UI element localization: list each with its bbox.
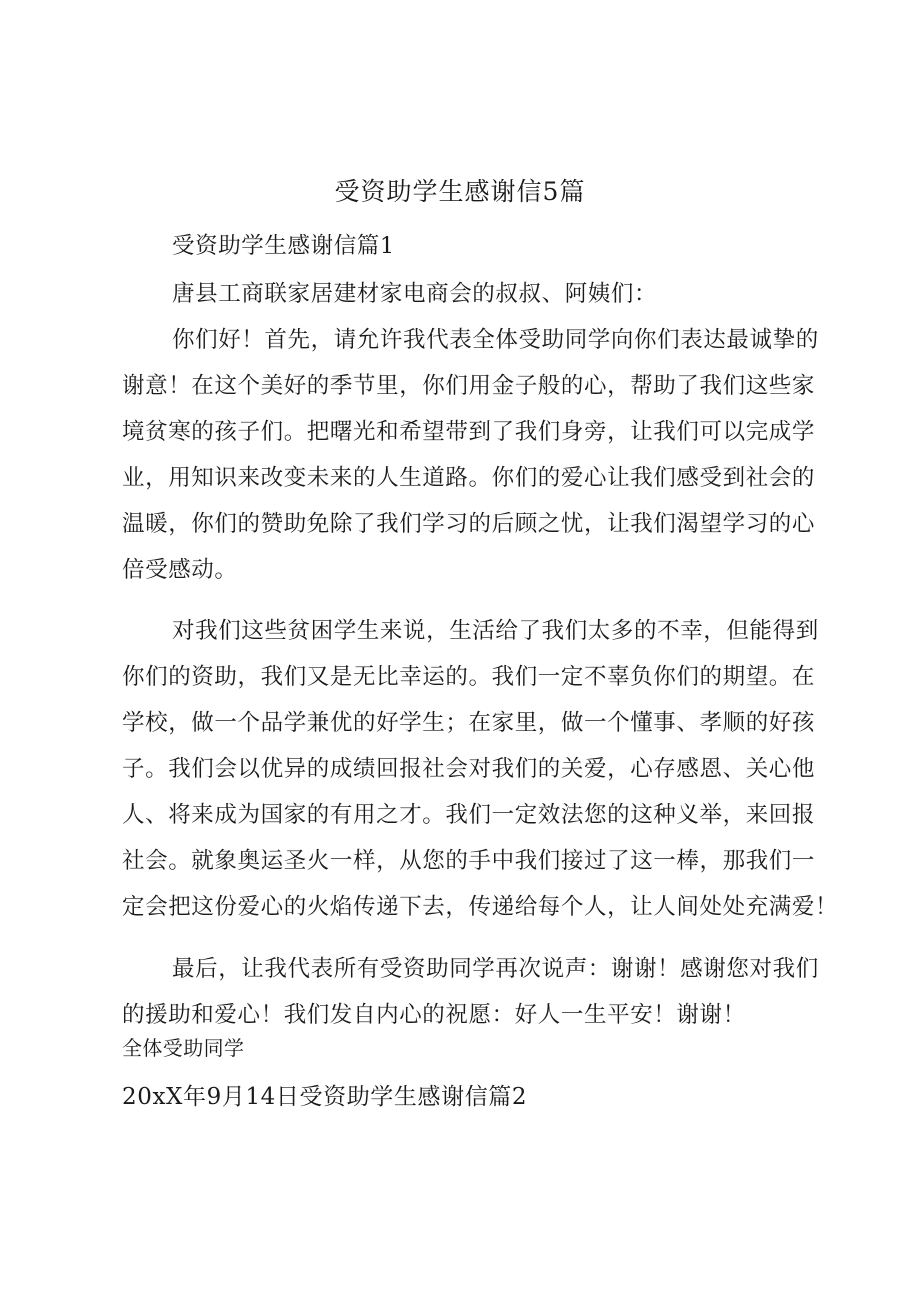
- paragraph-line: 境贫寒的孩子们。把曙光和希望带到了我们身旁，让我们可以完成学: [122, 419, 816, 445]
- document-title: 受资助学生感谢信5篇: [334, 177, 586, 206]
- date-and-next-heading: 20xX年9月14日受资助学生感谢信篇2: [122, 1084, 528, 1110]
- paragraph-line: 的援助和爱心！我们发自内心的祝愿：好人一生平安！谢谢！: [122, 1002, 746, 1028]
- signature: 全体受助同学: [122, 1036, 245, 1060]
- paragraph-line: 谢意！在这个美好的季节里，你们用金子般的心，帮助了我们这些家: [122, 373, 816, 399]
- paragraph-1: [122, 317, 832, 593]
- paragraph-line: 温暖，你们的赞助免除了我们学习的后顾之忧，让我们渴望学习的心: [122, 511, 816, 537]
- paragraph-line: 定会把这份爱心的火焰传递下去，传递给每个人，让人间处处充满爱！: [122, 894, 839, 920]
- paragraph-line: 你们好！首先，请允许我代表全体受助同学向你们表达最诚挚的: [172, 327, 819, 353]
- paragraph-line: 社会。就象奥运圣火一样，从您的手中我们接过了这一棒，那我们一: [122, 848, 816, 874]
- paragraph-line: 你们的资助，我们又是无比幸运的。我们一定不辜负你们的期望。在: [122, 664, 816, 690]
- paragraph-line: 子。我们会以优异的成绩回报社会对我们的关爱，心存感恩、关心他: [122, 756, 816, 782]
- paragraph-line: 最后，让我代表所有受资助同学再次说声：谢谢！感谢您对我们: [172, 956, 819, 982]
- paragraph-2: [122, 608, 839, 930]
- section-heading: 受资助学生感谢信篇1: [172, 233, 395, 259]
- salutation: 唐县工商联家居建材家电商会的叔叔、阿姨们：: [172, 281, 658, 307]
- paragraph-line: 人、将来成为国家的有用之才。我们一定效法您的这种义举，来回报: [122, 802, 816, 828]
- paragraph-line: 对我们这些贫困学生来说，生活给了我们太多的不幸，但能得到: [172, 618, 819, 644]
- paragraph-3: [122, 946, 832, 1038]
- paragraph-line: 倍受感动。: [122, 557, 238, 583]
- paragraph-line: 学校，做一个品学兼优的好学生；在家里，做一个懂事、孝顺的好孩: [122, 710, 816, 736]
- paragraph-line: 业，用知识来改变未来的人生道路。你们的爱心让我们感受到社会的: [122, 465, 816, 491]
